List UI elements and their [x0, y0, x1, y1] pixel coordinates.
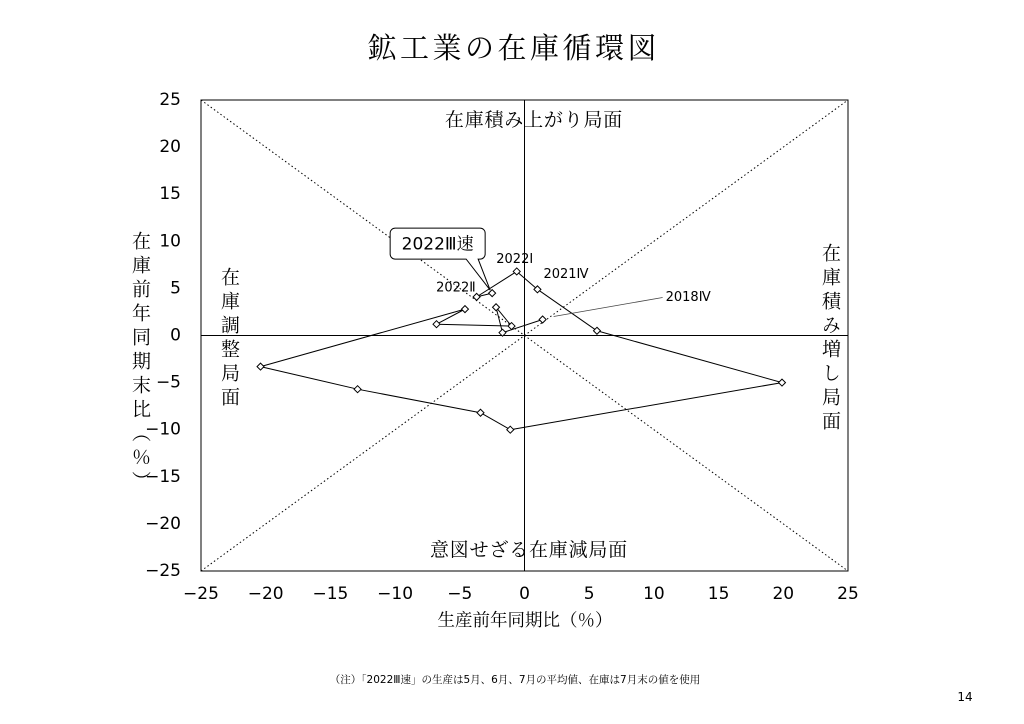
- point-label: 2018Ⅳ: [665, 289, 711, 305]
- data-point: [507, 426, 514, 433]
- x-tick-label: 25: [837, 584, 859, 604]
- x-tick-label: 5: [583, 584, 595, 604]
- y-tick-label: −25: [145, 561, 181, 581]
- phase-label-right: 在庫積み増し局面: [819, 243, 841, 435]
- x-tick-label: −15: [312, 584, 349, 604]
- y-tick-label: 15: [159, 184, 181, 205]
- y-tick-label: −5: [155, 372, 181, 393]
- data-point: [779, 379, 786, 386]
- data-point: [433, 321, 440, 328]
- tick-labels: [145, 90, 859, 604]
- x-tick-label: −5: [447, 584, 473, 604]
- y-tick-label: 25: [159, 90, 181, 110]
- axes-layer: [201, 100, 848, 571]
- x-axis-title: 生産前年同期比（％）: [437, 611, 613, 631]
- point-label: 2021Ⅳ: [543, 266, 589, 282]
- phase-label-top: 在庫積み上がり局面: [444, 109, 624, 131]
- data-point: [477, 409, 484, 416]
- footnote: （注）「2022Ⅲ速」の生産は5月、6月、7月の平均値、在庫は7月末の値を使用: [329, 674, 701, 686]
- y-tick-label: −10: [145, 419, 181, 440]
- x-tick-label: 20: [772, 584, 795, 604]
- data-point: [539, 316, 546, 323]
- data-point: [354, 386, 361, 393]
- point-label: 2022Ⅱ: [436, 280, 476, 296]
- y-tick-label: −15: [145, 466, 181, 487]
- point-label-leader: [554, 297, 663, 316]
- callout-label: 2022Ⅲ速: [401, 234, 474, 255]
- y-tick-label: −20: [145, 513, 181, 534]
- x-tick-label: −25: [183, 584, 219, 604]
- y-tick-label: 10: [159, 231, 181, 252]
- page-title: 鉱工業の在庫循環図: [367, 31, 660, 65]
- phase-label-bottom: 意図せざる在庫減局面: [429, 539, 628, 561]
- x-tick-label: 10: [643, 584, 665, 604]
- y-tick-label: 5: [170, 278, 181, 299]
- data-point: [593, 327, 600, 334]
- y-tick-label: 20: [159, 137, 181, 158]
- y-axis-title: 在庫前年同期末比（％）: [129, 231, 151, 495]
- page-number: 14: [957, 690, 973, 704]
- x-tick-label: 15: [707, 584, 730, 604]
- data-point: [489, 290, 496, 297]
- x-tick-label: −10: [377, 584, 414, 604]
- phase-label-left: 在庫調整局面: [218, 267, 240, 411]
- y-tick-label: 0: [170, 325, 181, 346]
- x-tick-label: −20: [247, 584, 284, 604]
- data-point: [257, 363, 264, 370]
- data-point: [461, 306, 468, 313]
- x-tick-label: 0: [519, 584, 530, 604]
- point-label: 2022Ⅰ: [496, 251, 534, 267]
